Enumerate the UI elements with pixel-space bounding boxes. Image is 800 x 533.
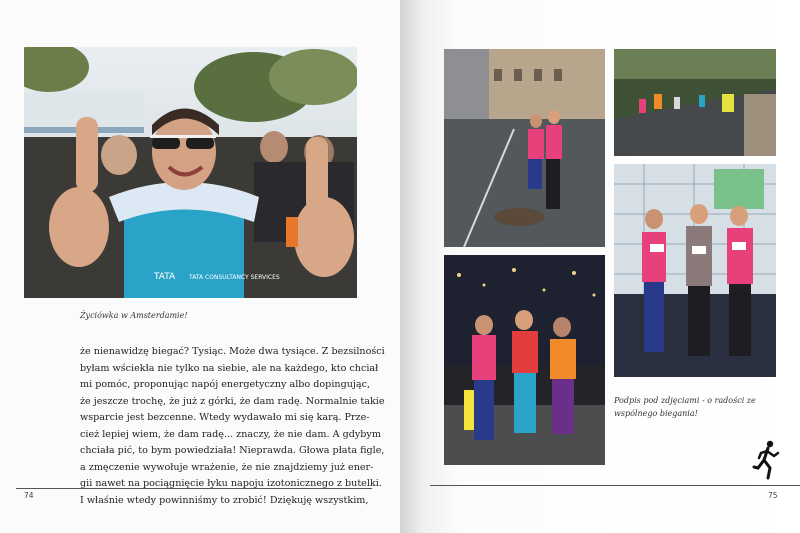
body-line: I właśnie wtedy powinniśmy to zrobić! Dziękuję wszystkim, xyxy=(80,494,369,506)
medals-photo xyxy=(614,164,776,377)
runner-icon xyxy=(752,440,780,480)
right-caption-line1: Podpis pod zdjęciami - o radości ze xyxy=(614,396,756,405)
footer-rule xyxy=(16,488,372,489)
race-course-photo xyxy=(614,49,776,156)
body-line: chciała pić, to bym powiedziała! Nieprawda. Głowa płata figle, xyxy=(80,445,385,456)
body-text xyxy=(80,344,385,509)
night-photo xyxy=(444,255,605,465)
body-line: że nienawidzę biegać? Tysiąc. Może dwa tysiące. Z bezsilności xyxy=(80,346,385,357)
street-photo xyxy=(444,49,605,247)
shirt-brand: TATA xyxy=(154,272,176,282)
body-line: cież lepiej wiem, że dam radę... znaczy, że nie dam. A gdybym xyxy=(80,428,381,440)
photo-caption: Życiówka w Amsterdamie! xyxy=(80,311,188,320)
body-line: mi pomóc, proponując napój energetyczny albo dopingując, xyxy=(80,379,371,390)
body-line: a zmęczenie wywołuje wrażenie, że nie znajdziemy już ener- xyxy=(80,461,374,473)
page-number-left: 74 xyxy=(24,491,34,500)
body-line: byłam wściekła nie tylko na siebie, ale na każdego, kto chciał xyxy=(80,362,379,374)
right-page xyxy=(400,0,800,533)
footer-rule-right xyxy=(430,485,800,486)
body-line: gii nawet na pociągnięcie łyku napoju izotonicznego z butelki. xyxy=(80,478,382,489)
amsterdam-finish-photo xyxy=(24,47,357,298)
body-line: wsparcie jest bezcenne. Wtedy wydawało mi się karą. Prze- xyxy=(80,412,370,423)
right-caption-line2: wspólnego biegania! xyxy=(614,409,698,418)
page-number-right: 75 xyxy=(768,491,778,500)
shirt-sponsor: TATA CONSULTANCY SERVICES xyxy=(189,274,280,281)
body-line: że jeszcze trochę, że już z górki, że dam radę. Normalnie takie xyxy=(80,395,385,407)
